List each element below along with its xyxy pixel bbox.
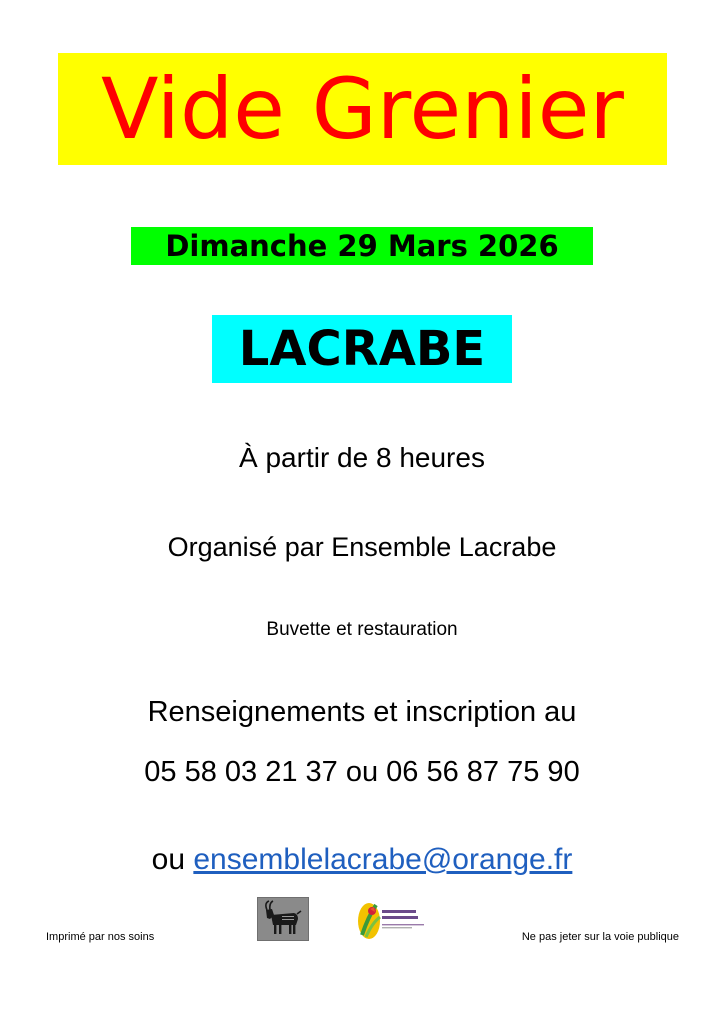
- email-line: [0, 840, 724, 880]
- email-link[interactable]: ensemblelacrabe@orange.fr: [193, 843, 573, 876]
- gm-logo-svg: [356, 897, 432, 943]
- email-prefix: ou: [151, 843, 194, 876]
- poster-title: Vide Grenier: [58, 53, 667, 165]
- catering-line: Buvette et restauration: [266, 619, 458, 640]
- start-time: À partir de 8 heures: [239, 442, 485, 473]
- footer-right-note: Ne pas jeter sur la voie publique: [521, 931, 679, 943]
- event-date: Dimanche 29 Mars 2026: [131, 227, 593, 265]
- generations-mouvement-logo-icon: [356, 897, 432, 943]
- organizer-line: Organisé par Ensemble Lacrabe: [167, 532, 557, 562]
- goat-svg: [258, 898, 308, 940]
- event-place: LACRABE: [212, 315, 512, 383]
- goat-logo-icon: [257, 897, 309, 941]
- info-heading: Renseignements et inscription au: [147, 696, 577, 728]
- footer-left-note: Imprimé par nos soins: [46, 931, 155, 943]
- phone-numbers: 05 58 03 21 37 ou 06 56 87 75 90: [144, 756, 580, 788]
